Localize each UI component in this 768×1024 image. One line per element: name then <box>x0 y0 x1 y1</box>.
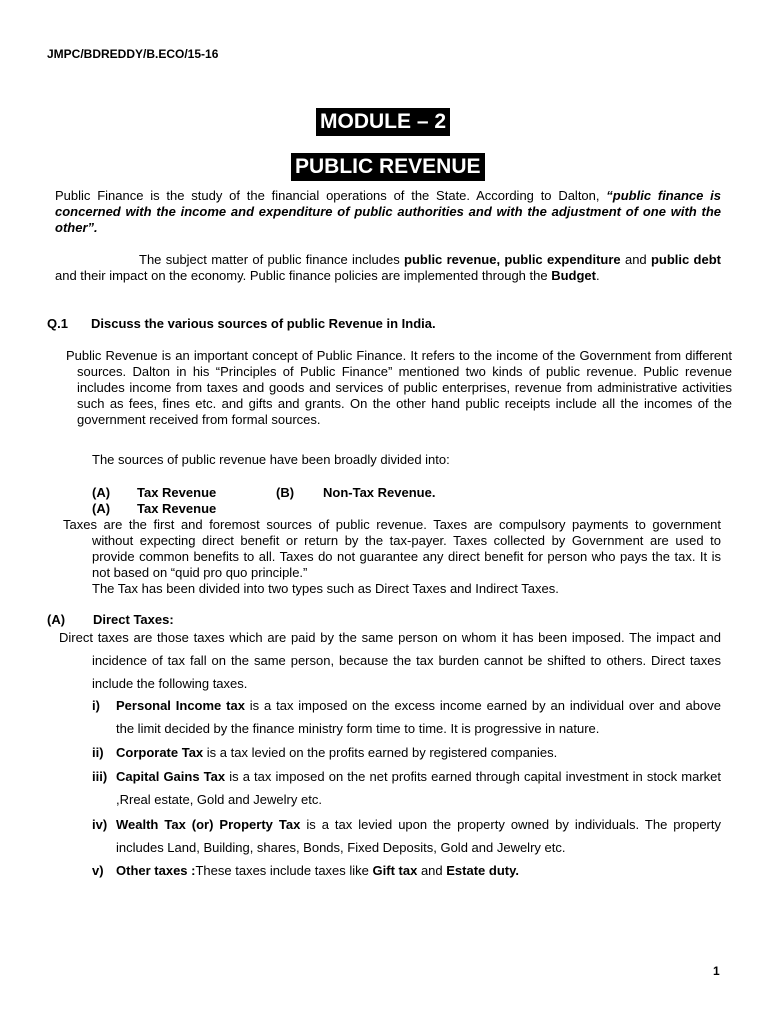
taxes-paragraph: Taxes are the first and foremost sources of public revenue. Taxes are compulsory payments to government without expecting direct benefit or return by the tax-payer. Taxes collected by Government are used to provide common benefits to all. Taxes do not guarantee any direct benefit for person who pays the tax. It is not based on “quid pro quo principle.” <box>63 517 721 580</box>
public-revenue-paragraph: Public Revenue is an important concept of Public Finance. It refers to the income of the Government from different sources. Dalton in his “Principles of Public Finance” mentioned two kinds of public revenue. Public revenue includes income from taxes and goods and services of public enterprises, revenue from administrative activities such as fees, fines etc. and gifts and grants. On the other hand public receipts include all the incomes of the government received from formal sources. <box>66 348 732 427</box>
list-item: iv) Wealth Tax (or) Property Tax is a tax levied upon the property owned by individuals. The property includes Land, Building, shares, Bonds, Fixed Deposits, Gold and Jewelry etc. <box>92 817 721 855</box>
dalton-quote: “public finance is concerned with the income and expenditure of public authorities and with the adjustment of one with the other”. <box>55 188 721 235</box>
list-item: v) Other taxes :These taxes include taxes like Gift tax and Estate duty. <box>92 863 519 878</box>
list-item: ii) Corporate Tax is a tax levied on the profits earned by registered companies. <box>92 745 558 760</box>
direct-taxes-heading: (A) Direct Taxes: <box>47 612 174 627</box>
page-number: 1 <box>713 964 720 978</box>
tax-revenue-label: (A) <box>92 501 111 516</box>
topic-title: PUBLIC REVENUE <box>291 153 485 181</box>
list-item: i) Personal Income tax is a tax imposed on the excess income earned by an individual over and above the limit decided by the finance ministry form time to time. It is progressive in nature. <box>92 698 721 736</box>
module-title: MODULE – 2 <box>316 108 450 136</box>
tax-types-sentence: The Tax has been divided into two types such as Direct Taxes and Indirect Taxes. <box>92 581 559 596</box>
option-a-label: (A) <box>92 485 111 500</box>
question-heading <box>47 316 436 331</box>
tax-revenue-heading: Tax Revenue <box>137 501 217 516</box>
option-b-label: (B) <box>276 485 295 500</box>
question-number: Q.1 <box>47 316 68 331</box>
question-text: Discuss the various sources of public Revenue in India. <box>91 316 436 331</box>
document-code: JMPC/BDREDDY/B.ECO/15-16 <box>47 47 219 61</box>
direct-taxes-intro: Direct taxes are those taxes which are paid by the same person on whom it has been imposed. The impact and incidence of tax fall on the same person, because the tax burden cannot be shifted to others. Direct taxes include the following taxes. <box>59 630 721 691</box>
option-b: Non-Tax Revenue. <box>323 485 436 500</box>
intro-paragraph: Public Finance is the study of the financial operations of the State. According to Dalton, “public finance is concerned with the income and expenditure of public authorities and with the adjustment of one with the other”. <box>55 188 721 235</box>
subject-matter-paragraph: The subject matter of public finance includes public revenue, public expenditure and public debt and their impact on the economy. Public finance policies are implemented through the Budget. <box>55 252 721 283</box>
list-item: iii) Capital Gains Tax is a tax imposed on the net profits earned through capital investment in stock market ,Rreal estate, Gold and Jewelry etc. <box>92 769 721 807</box>
option-a: Tax Revenue <box>137 485 217 500</box>
sources-intro: The sources of public revenue have been broadly divided into: <box>92 452 450 467</box>
